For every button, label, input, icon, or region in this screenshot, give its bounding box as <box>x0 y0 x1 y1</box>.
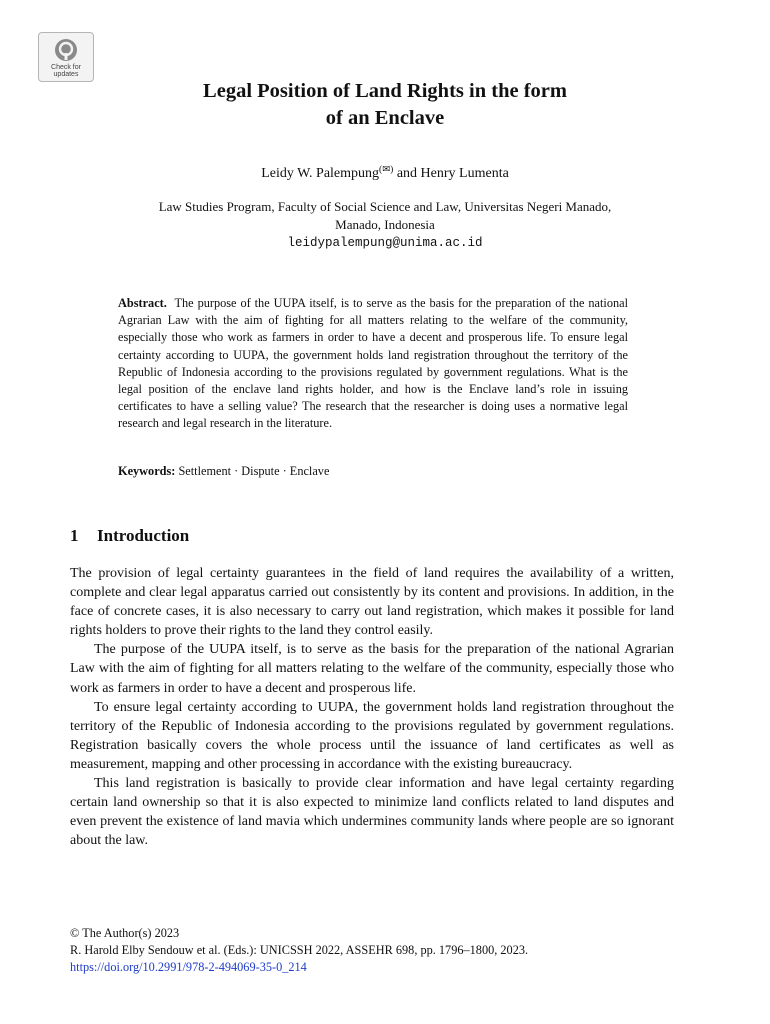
badge-line2: updates <box>53 71 79 78</box>
keywords-label: Keywords: <box>118 464 176 478</box>
badge-line1: Check for <box>51 64 81 71</box>
author-1: Leidy W. Palempung <box>261 166 380 181</box>
citation-line: R. Harold Elby Sendouw et al. (Eds.): UNICSSH 2022, ASSEHR 698, pp. 1796–1800, 2023. <box>70 943 529 957</box>
affiliation-line1: Law Studies Program, Faculty of Social Science and Law, Universitas Negeri Manado, <box>158 199 612 214</box>
body-paragraph: This land registration is basically to provide clear information and have legal certainty regarding certain land ownership so that it is also expected to minimize land conflicts related to land disputes and even prevent the existence of land mavia which undermines community lands where people are so ignorant about the law. <box>70 776 674 849</box>
section-heading <box>70 526 189 546</box>
keywords <box>118 464 329 479</box>
body-paragraph: The purpose of the UUPA itself, is to serve as the basis for the preparation of the national Agrarian Law with the aim of fighting for all matters relating to the welfare of the community, especially those who work as farmers in order to have a decent and prosperous life. <box>70 642 674 696</box>
author-list <box>0 164 770 182</box>
author-2: Henry Lumenta <box>420 166 509 181</box>
check-for-updates-icon <box>53 37 79 63</box>
section-title: Introduction <box>97 526 190 545</box>
paper-title <box>0 78 770 132</box>
abstract-label: Abstract. <box>118 296 167 310</box>
check-for-updates-badge[interactable] <box>38 32 94 82</box>
body-paragraph: To ensure legal certainty according to UUPA, the government holds land registration throughout the territory of the Republic of Indonesia according to the provisions regulated by government regulations. Registration basically covers the whole process until the issuance of land certificates as well as measurement, mapping and other processing in accordance with the existing bureaucracy. <box>70 699 674 772</box>
author-connector: and <box>393 166 421 181</box>
author-email-link[interactable]: leidypalempung@unima.ac.id <box>287 236 483 250</box>
keywords-text: Settlement · Dispute · Enclave <box>178 464 330 478</box>
corresponding-mail-icon: (✉) <box>379 165 394 175</box>
affiliation <box>80 198 690 252</box>
footer <box>70 925 528 976</box>
abstract <box>118 295 628 433</box>
section-body <box>70 564 674 850</box>
affiliation-line2: Manado, Indonesia <box>335 217 435 232</box>
badge-label <box>51 64 81 78</box>
section-number: 1 <box>70 526 79 545</box>
title-line1: Legal Position of Land Rights in the form <box>203 80 567 102</box>
title-line2: of an Enclave <box>325 107 445 129</box>
abstract-text: The purpose of the UUPA itself, is to serve as the basis for the preparation of the national Agrarian Law with the aim of fighting for all matters relating to the welfare of the community, especially those who work as farmers in order to have a decent and prosperous life. To ensure legal certainty according to UUPA, the government holds land registration throughout the territory of the Republic of Indonesia according to the provisions regulated by government regulations. What is the legal position of the enclave land rights holder, and how is the Enclave land’s role in issuing certificates to have a selling value? The research that the researcher is doing uses a normative legal research and legal research in the literature. <box>118 296 628 431</box>
body-paragraph: The provision of legal certainty guarantees in the field of land requires the availability of a written, complete and clear legal apparatus carried out consistently by its content and provisions. In addition, in the face of concrete cases, it is also necessary to carry out land registration, which makes it possible for land rights holders to prove their rights to the land they control easily. <box>70 566 674 639</box>
doi-link[interactable]: https://doi.org/10.2991/978-2-494069-35-0_214 <box>70 960 307 974</box>
copyright-notice: © The Author(s) 2023 <box>70 926 180 940</box>
